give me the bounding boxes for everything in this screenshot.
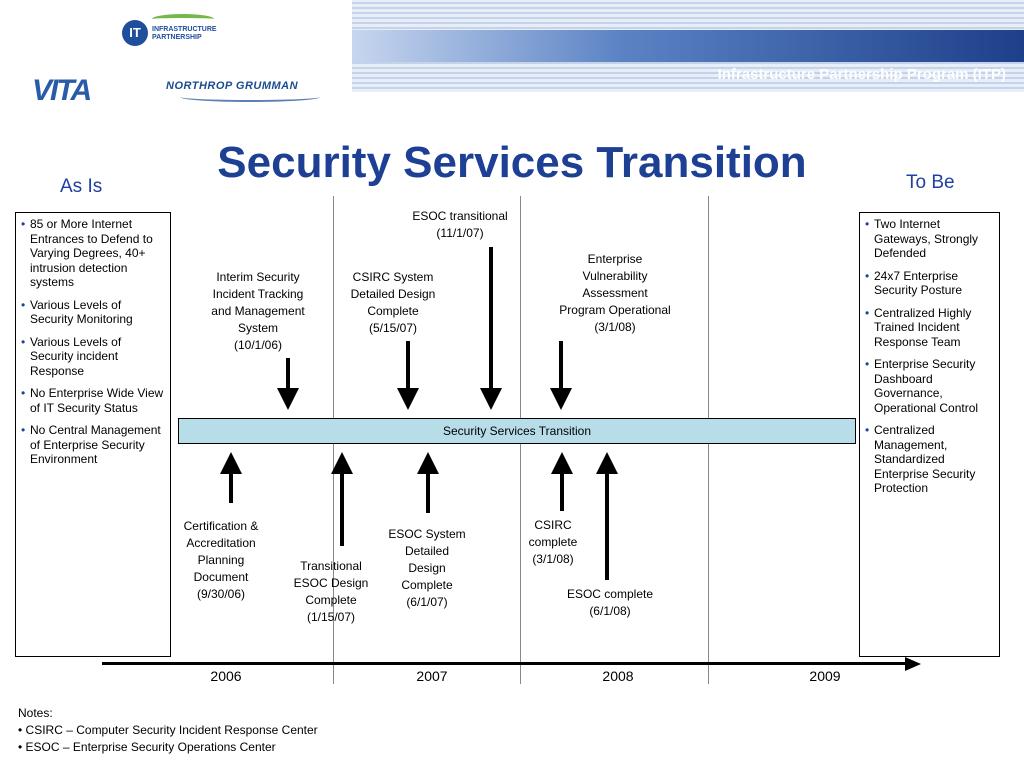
milestone-label: Transitional ESOC Design Complete (1/15/07) <box>293 559 369 624</box>
arrow-right-icon <box>905 657 921 671</box>
milestone-label: Interim Security Incident Tracking and Management System (10/1/06) <box>211 270 305 352</box>
milestone-label: CSIRC complete (3/1/08) <box>528 518 578 566</box>
year-label: 2006 <box>210 668 242 684</box>
arrow-up-icon <box>417 452 439 474</box>
notes-heading: Notes: <box>18 706 53 720</box>
as-is-item: • No Central Management of Enterprise Security Environment <box>30 423 166 467</box>
note-item: • CSIRC – Computer Security Incident Response Center <box>18 723 318 737</box>
milestone-arrow-shaft <box>489 247 493 390</box>
note-item: • ESOC – Enterprise Security Operations Center <box>18 740 276 754</box>
arrow-up-icon <box>331 452 353 474</box>
itp-logo-text: INFRASTRUCTURE PARTNERSHIP <box>152 26 217 41</box>
arrow-down-icon <box>550 388 572 410</box>
arrow-down-icon <box>277 388 299 410</box>
to-be-item: • Centralized Highly Trained Incident Response Team <box>874 306 995 350</box>
notes <box>18 705 318 756</box>
arrow-up-icon <box>596 452 618 474</box>
milestone-arrow-shaft <box>229 473 233 503</box>
as-is-box <box>15 212 171 657</box>
year-label: 2007 <box>416 668 448 684</box>
milestone-arrow-shaft <box>286 358 290 390</box>
to-be-item: • Enterprise Security Dashboard Governance, Operational Control <box>874 357 995 415</box>
milestone-arrow-shaft <box>559 341 563 390</box>
milestone-label: ESOC complete (6/1/08) <box>566 587 654 618</box>
milestone-label: Certification & Accreditation Planning Document (9/30/06) <box>183 519 259 601</box>
to-be-item: • Two Internet Gateways, Strongly Defended <box>874 217 995 261</box>
arrow-down-icon <box>397 388 419 410</box>
as-is-item: • Various Levels of Security Monitoring <box>30 298 166 327</box>
to-be-box <box>859 212 1000 657</box>
itp-swoosh-icon <box>152 14 214 24</box>
itp-logo-mark: IT <box>122 20 148 46</box>
vita-logo: VITA <box>32 74 91 107</box>
milestone-arrow-shaft <box>426 473 430 513</box>
header-bar <box>352 30 1024 83</box>
year-label: 2008 <box>602 668 634 684</box>
to-be-title: To Be <box>906 172 955 193</box>
itp-logo <box>122 14 222 48</box>
slide-title: Security Services Transition <box>217 138 807 187</box>
timeline-axis <box>102 662 907 665</box>
arrow-up-icon <box>551 452 573 474</box>
to-be-item: • Centralized Management, Standardized Enterprise Security Protection <box>874 423 995 496</box>
as-is-item: • No Enterprise Wide View of IT Security Status <box>30 386 166 415</box>
arrow-up-icon <box>220 452 242 474</box>
milestone-label: ESOC System Detailed Design Complete (6/1/07) <box>388 527 466 609</box>
year-label: 2009 <box>809 668 841 684</box>
program-title: Infrastructure Partnership Program (ITP) <box>717 66 1006 83</box>
transition-bar: Security Services Transition <box>178 418 856 444</box>
milestone-label: ESOC transitional (11/1/07) <box>412 209 508 240</box>
milestone-arrow-shaft <box>406 341 410 390</box>
as-is-title: As Is <box>60 176 103 197</box>
milestone-arrow-shaft <box>560 473 564 511</box>
milestone-label: CSIRC System Detailed Design Complete (5/15/07) <box>350 270 436 335</box>
milestone-arrow-shaft <box>340 473 344 546</box>
as-is-item: • 85 or More Internet Entrances to Defend to Varying Degrees, 40+ intrusion detection systems <box>30 217 166 290</box>
milestone-label: Enterprise Vulnerability Assessment Program Operational (3/1/08) <box>559 252 671 334</box>
to-be-item: • 24x7 Enterprise Security Posture <box>874 269 995 298</box>
as-is-item: • Various Levels of Security incident Response <box>30 335 166 379</box>
northrop-grumman-logo: NORTHROP GRUMMAN <box>166 80 299 92</box>
arrow-down-icon <box>480 388 502 410</box>
milestone-arrow-shaft <box>605 473 609 580</box>
northrop-swoosh-icon <box>180 92 320 102</box>
